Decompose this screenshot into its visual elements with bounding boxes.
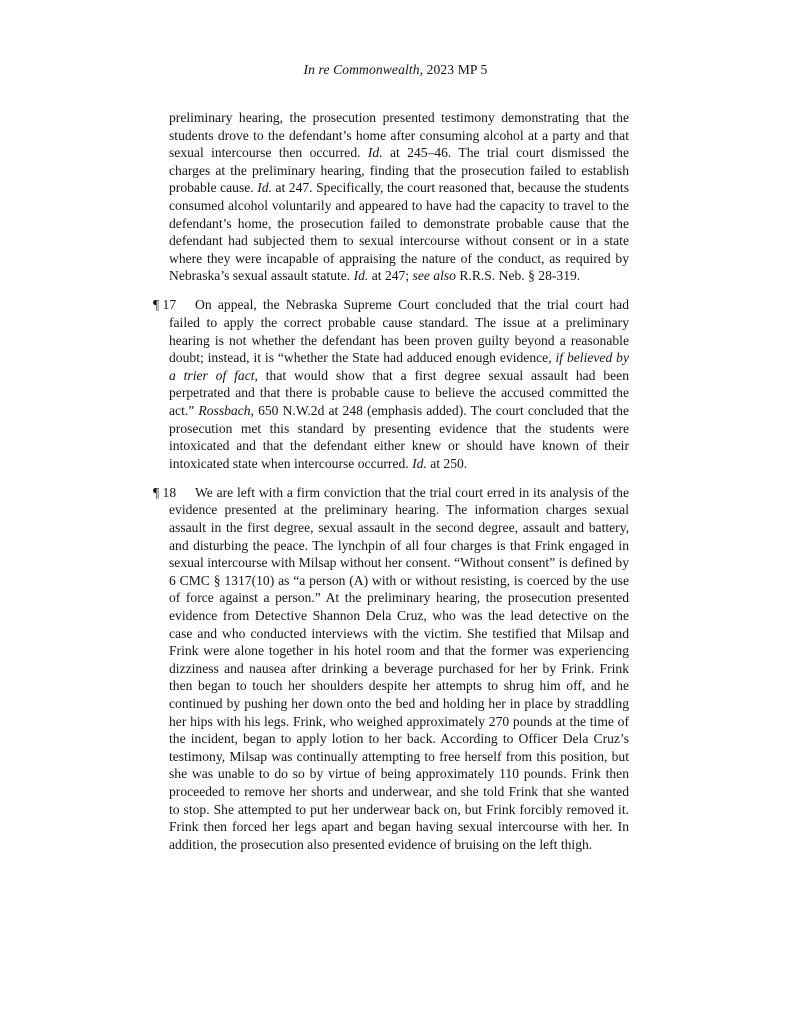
opinion-body [153,109,629,865]
paragraph-text: On appeal, the Nebraska Supreme Court concluded that the trial court had failed to apply the correct probable cause standard. The issue at a preliminary hearing is not whether the defendant has been proven guilty beyond a reasonable doubt; instead, it is “whether the State had adduced enough evidence, if believed by a trier of fact, that would show that a first degree sexual assault had been perpetrated and that there is probable cause to believe the accused committed the act.” Rossbach, 650 N.W.2d at 248 (emphasis added). The court concluded that the prosecution met this standard by presenting evidence that the students were intoxicated and that the defendant either knew or should have known of their intoxicated state when intercourse occurred. Id. at 250. [169,297,629,471]
paragraph-continuation [169,109,629,285]
running-header [0,61,791,79]
paragraph-17 [153,296,629,472]
paragraph-text: We are left with a firm conviction that the trial court erred in its analysis of the evidence presented at the preliminary hearing. The information charges sexual assault in the first degree, sexual assault in the second degree, assault and battery, and disturbing the peace. The lynchpin of all four charges is that Frink engaged in sexual intercourse with Milsap without her consent. “Without consent” is defined by 6 CMC § 1317(10) as “a person (A) with or without resisting, is coerced by the use of force against a person.” At the preliminary hearing, the prosecution presented evidence from Detective Shannon Dela Cruz, who was the lead detective on the case and who conducted interviews with the victim. She testified that Milsap and Frink were alone together in his hotel room and that the former was experiencing dizziness and nausea after drinking a beverage purchased for her by Frink. Frink then began to touch her shoulders despite her attempts to shrug him off, and he continued by pushing her down onto the bed and holding her in place by straddling her hips with his legs. Frink, who weighed approximately 270 pounds at the time of the incident, began to apply lotion to her back. According to Officer Dela Cruz’s testimony, Milsap was continually attempting to free herself from this position, but she was unable to do so by virtue of being approximately 110 pounds. Frink then proceeded to remove her shorts and underwear, and she told Frink that she wanted to stop. She attempted to put her underwear back on, but Frink forcibly removed it. Frink then forced her legs apart and began having sexual intercourse with her. In addition, the prosecution also presented evidence of bruising on the left thigh. [169,484,629,852]
paragraph-number: ¶ 18 [153,484,177,500]
paragraph-number: ¶ 17 [153,297,177,313]
paragraph-text: preliminary hearing, the prosecution presented testimony demonstrating that the students drove to the defendant’s home after consuming alcohol at a party and that sexual intercourse then occurred. Id. at 245–46. The trial court dismissed the charges at the preliminary hearing, finding that the prosecution failed to establish probable cause. Id. at 247. Specifically, the court reasoned that, because the students consumed alcohol voluntarily and appeared to have had the capacity to travel to the defendant’s home, the prosecution failed to demonstrate probable cause that the defendant had subjected them to sexual intercourse without consent or in a state where they were incapable of appraising the nature of the conduct, as required by Nebraska’s sexual assault statute. Id. at 247; see also R.R.S. Neb. § 28-319. [169,110,629,284]
paragraph-18 [153,484,629,853]
case-citation: In re Commonwealth, 2023 MP 5 [303,62,488,77]
